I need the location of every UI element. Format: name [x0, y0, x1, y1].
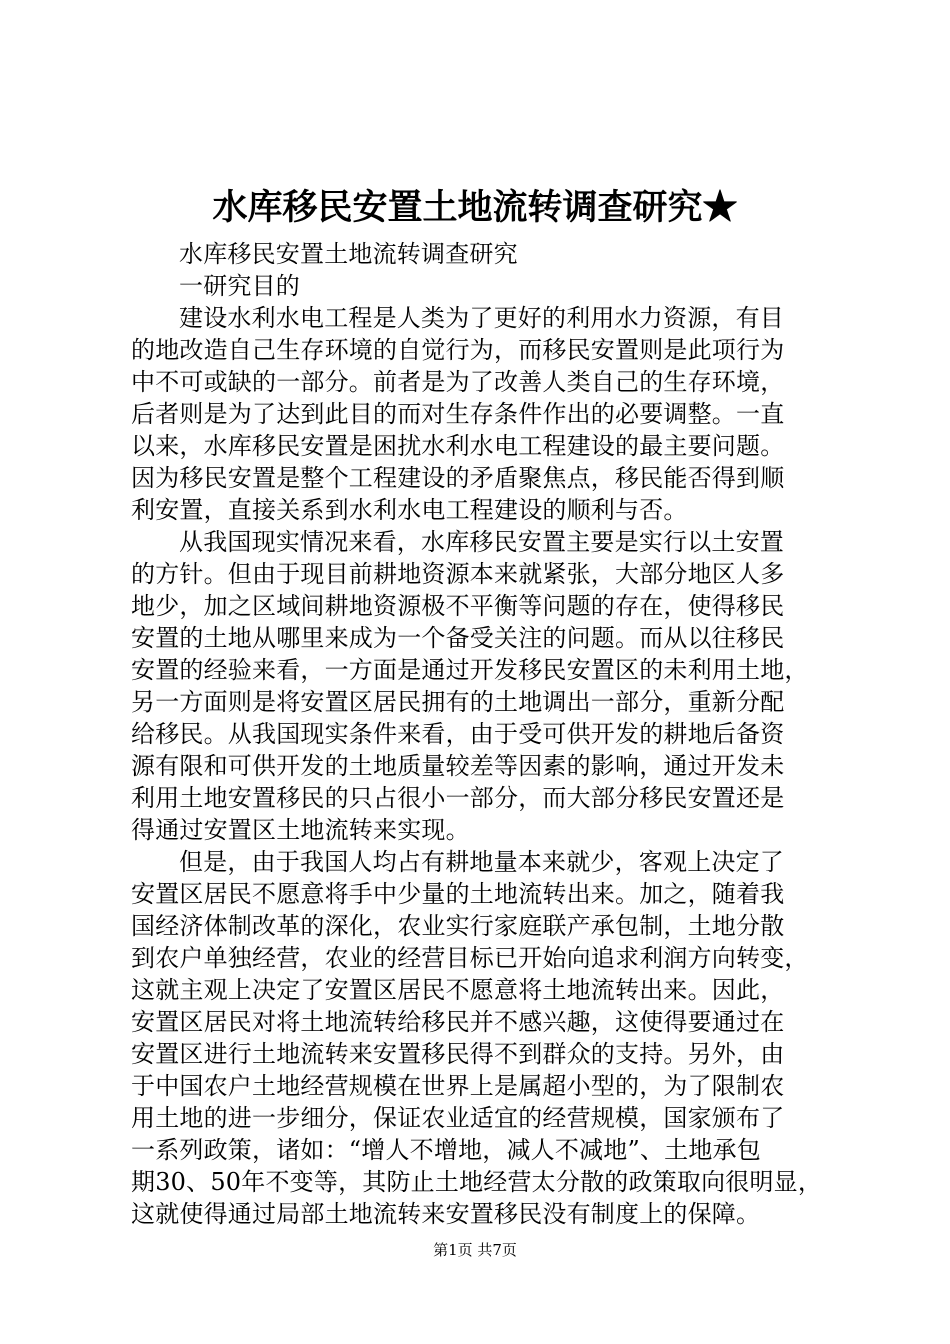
body-line: 利安置，直接关系到水利水电工程建设的顺利与否。 [131, 496, 688, 524]
body-line: 的方针。但由于现目前耕地资源本来就紧张，大部分地区人多 [131, 560, 785, 588]
body-line: 安置的经验来看，一方面是通过开发移民安置区的未利用土地， [131, 656, 809, 684]
body-line: 以来，水库移民安置是困扰水利水电工程建设的最主要问题。 [131, 432, 785, 460]
body-line: 因为移民安置是整个工程建设的矛盾聚焦点，移民能否得到顺 [131, 464, 785, 492]
body-line: 于中国农户土地经营规模在世界上是属超小型的，为了限制农 [131, 1072, 785, 1100]
body-line: 源有限和可供开发的土地质量较差等因素的影响，通过开发未 [131, 752, 785, 780]
body-line: 中不可或缺的一部分。前者是为了改善人类自己的生存环境， [131, 368, 785, 396]
body-line: 利用土地安置移民的只占很小一部分，而大部分移民安置还是 [131, 784, 785, 812]
body-line: 地少，加之区域间耕地资源极不平衡等问题的存在，使得移民 [131, 592, 785, 620]
body-line: 一研究目的 [179, 272, 300, 300]
body-line: 国经济体制改革的深化，农业实行家庭联产承包制，土地分散 [131, 912, 785, 940]
body-line: 的地改造自己生存环境的自觉行为，而移民安置则是此项行为 [131, 336, 785, 364]
body-line: 用土地的进一步细分，保证农业适宜的经营规模，国家颁布了 [131, 1104, 785, 1132]
body-line: 一系列政策，诸如：“增人不增地，减人不减地”、土地承包 [131, 1136, 761, 1164]
body-line: 安置的土地从哪里来成为一个备受关注的问题。而从以往移民 [131, 624, 785, 652]
body-line: 安置区居民对将土地流转给移民并不感兴趣，这使得要通过在 [131, 1008, 785, 1036]
body-line: 另一方面则是将安置区居民拥有的土地调出一部分，重新分配 [131, 688, 785, 716]
body-line: 后者则是为了达到此目的而对生存条件作出的必要调整。一直 [131, 400, 785, 428]
page-footer: 第1页 共7页 [433, 1241, 517, 1259]
body-line: 但是，由于我国人均占有耕地量本来就少，客观上决定了 [179, 848, 784, 876]
document-body [131, 238, 831, 1230]
body-line: 这就使得通过局部土地流转来安置移民没有制度上的保障。 [131, 1200, 761, 1228]
body-line: 从我国现实情况来看，水库移民安置主要是实行以土安置 [179, 528, 784, 556]
body-line: 给移民。从我国现实条件来看，由于受可供开发的耕地后备资 [131, 720, 785, 748]
body-line: 安置区居民不愿意将手中少量的土地流转出来。加之，随着我 [131, 880, 785, 908]
body-line: 到农户单独经营，农业的经营目标已开始向追求利润方向转变， [131, 944, 809, 972]
body-line: 得通过安置区土地流转来实现。 [131, 816, 470, 844]
body-line: 这就主观上决定了安置区居民不愿意将土地流转出来。因此， [131, 976, 785, 1004]
body-line: 建设水利水电工程是人类为了更好的利用水力资源，有目 [179, 304, 784, 332]
document-title: 水库移民安置土地流转调查研究★ [212, 187, 738, 228]
body-line: 期30、50年不变等，其防止土地经营太分散的政策取向很明显， [131, 1168, 823, 1196]
body-line: 安置区进行土地流转来安置移民得不到群众的支持。另外，由 [131, 1040, 785, 1068]
body-line: 水库移民安置土地流转调查研究 [179, 240, 518, 268]
